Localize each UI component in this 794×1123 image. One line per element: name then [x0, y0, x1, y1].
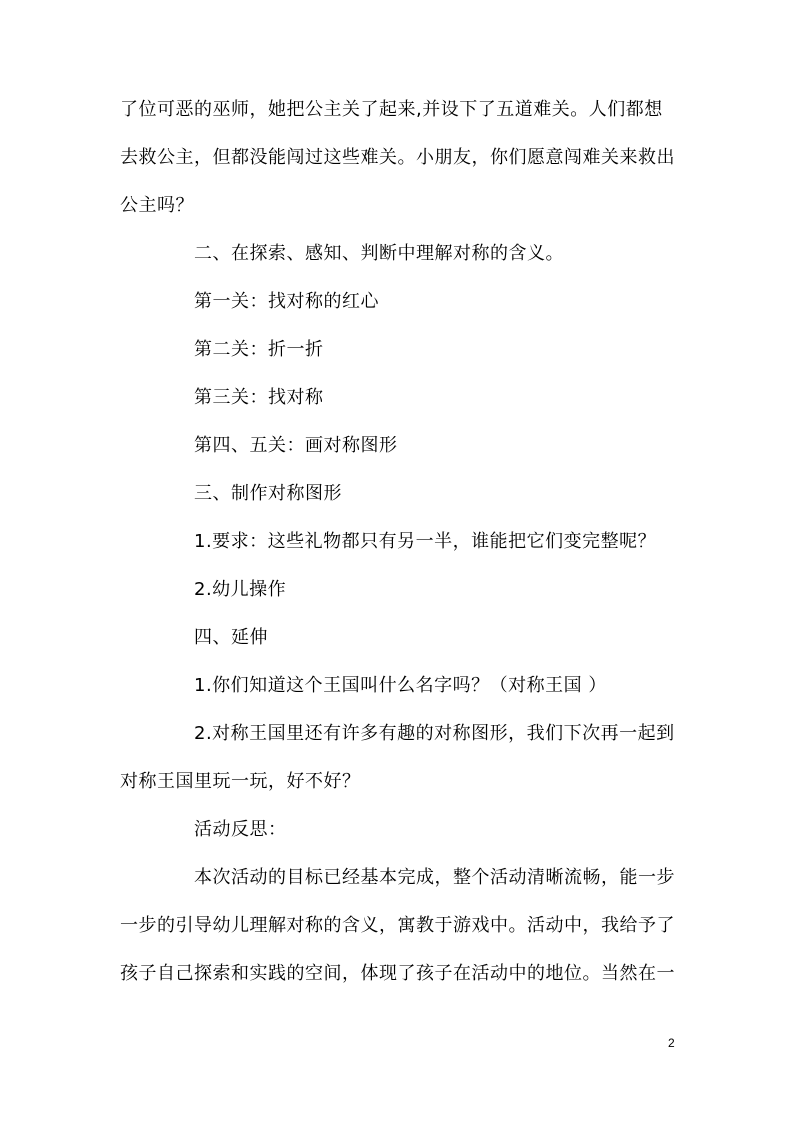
- list-item: 第四、五关：画对称图形: [194, 435, 398, 456]
- section-heading: 二、在探索、感知、判断中理解对称的含义。: [194, 243, 564, 264]
- list-item: 2.对称王国里还有许多有趣的对称图形，我们下次再一起到: [194, 723, 675, 744]
- paragraph-line: 本次活动的目标已经基本完成，整个活动清晰流畅，能一步: [194, 867, 675, 888]
- list-item: 1.要求：这些礼物都只有另一半，谁能把它们变完整呢？: [194, 531, 657, 552]
- section-heading: 活动反思：: [194, 819, 287, 840]
- paragraph-line: 孩子自己探索和实践的空间，体现了孩子在活动中的地位。当然在一: [120, 963, 675, 984]
- text-line: 公主吗？: [120, 195, 194, 216]
- list-item: 第二关：折一折: [194, 339, 324, 360]
- text-line: 对称王国里玩一玩，好不好？: [120, 771, 361, 792]
- paragraph-line: 一步的引导幼儿理解对称的含义，寓教于游戏中。活动中，我给予了: [120, 915, 675, 936]
- page-number: 2: [668, 1036, 675, 1050]
- section-heading: 三、制作对称图形: [194, 483, 342, 504]
- list-item: 第一关：找对称的红心: [194, 291, 379, 312]
- text-line: 去救公主，但都没能闯过这些难关。小朋友，你们愿意闯难关来救出: [120, 147, 675, 168]
- text-line: 了位可恶的巫师，她把公主关了起来,并设下了五道难关。人们都想: [120, 99, 663, 120]
- list-item: 第三关：找对称: [194, 387, 324, 408]
- list-item: 1.你们知道这个王国叫什么名字吗？（对称王国 ）: [194, 675, 607, 696]
- list-item: 2.幼儿操作: [194, 579, 287, 600]
- section-heading: 四、延伸: [194, 627, 268, 648]
